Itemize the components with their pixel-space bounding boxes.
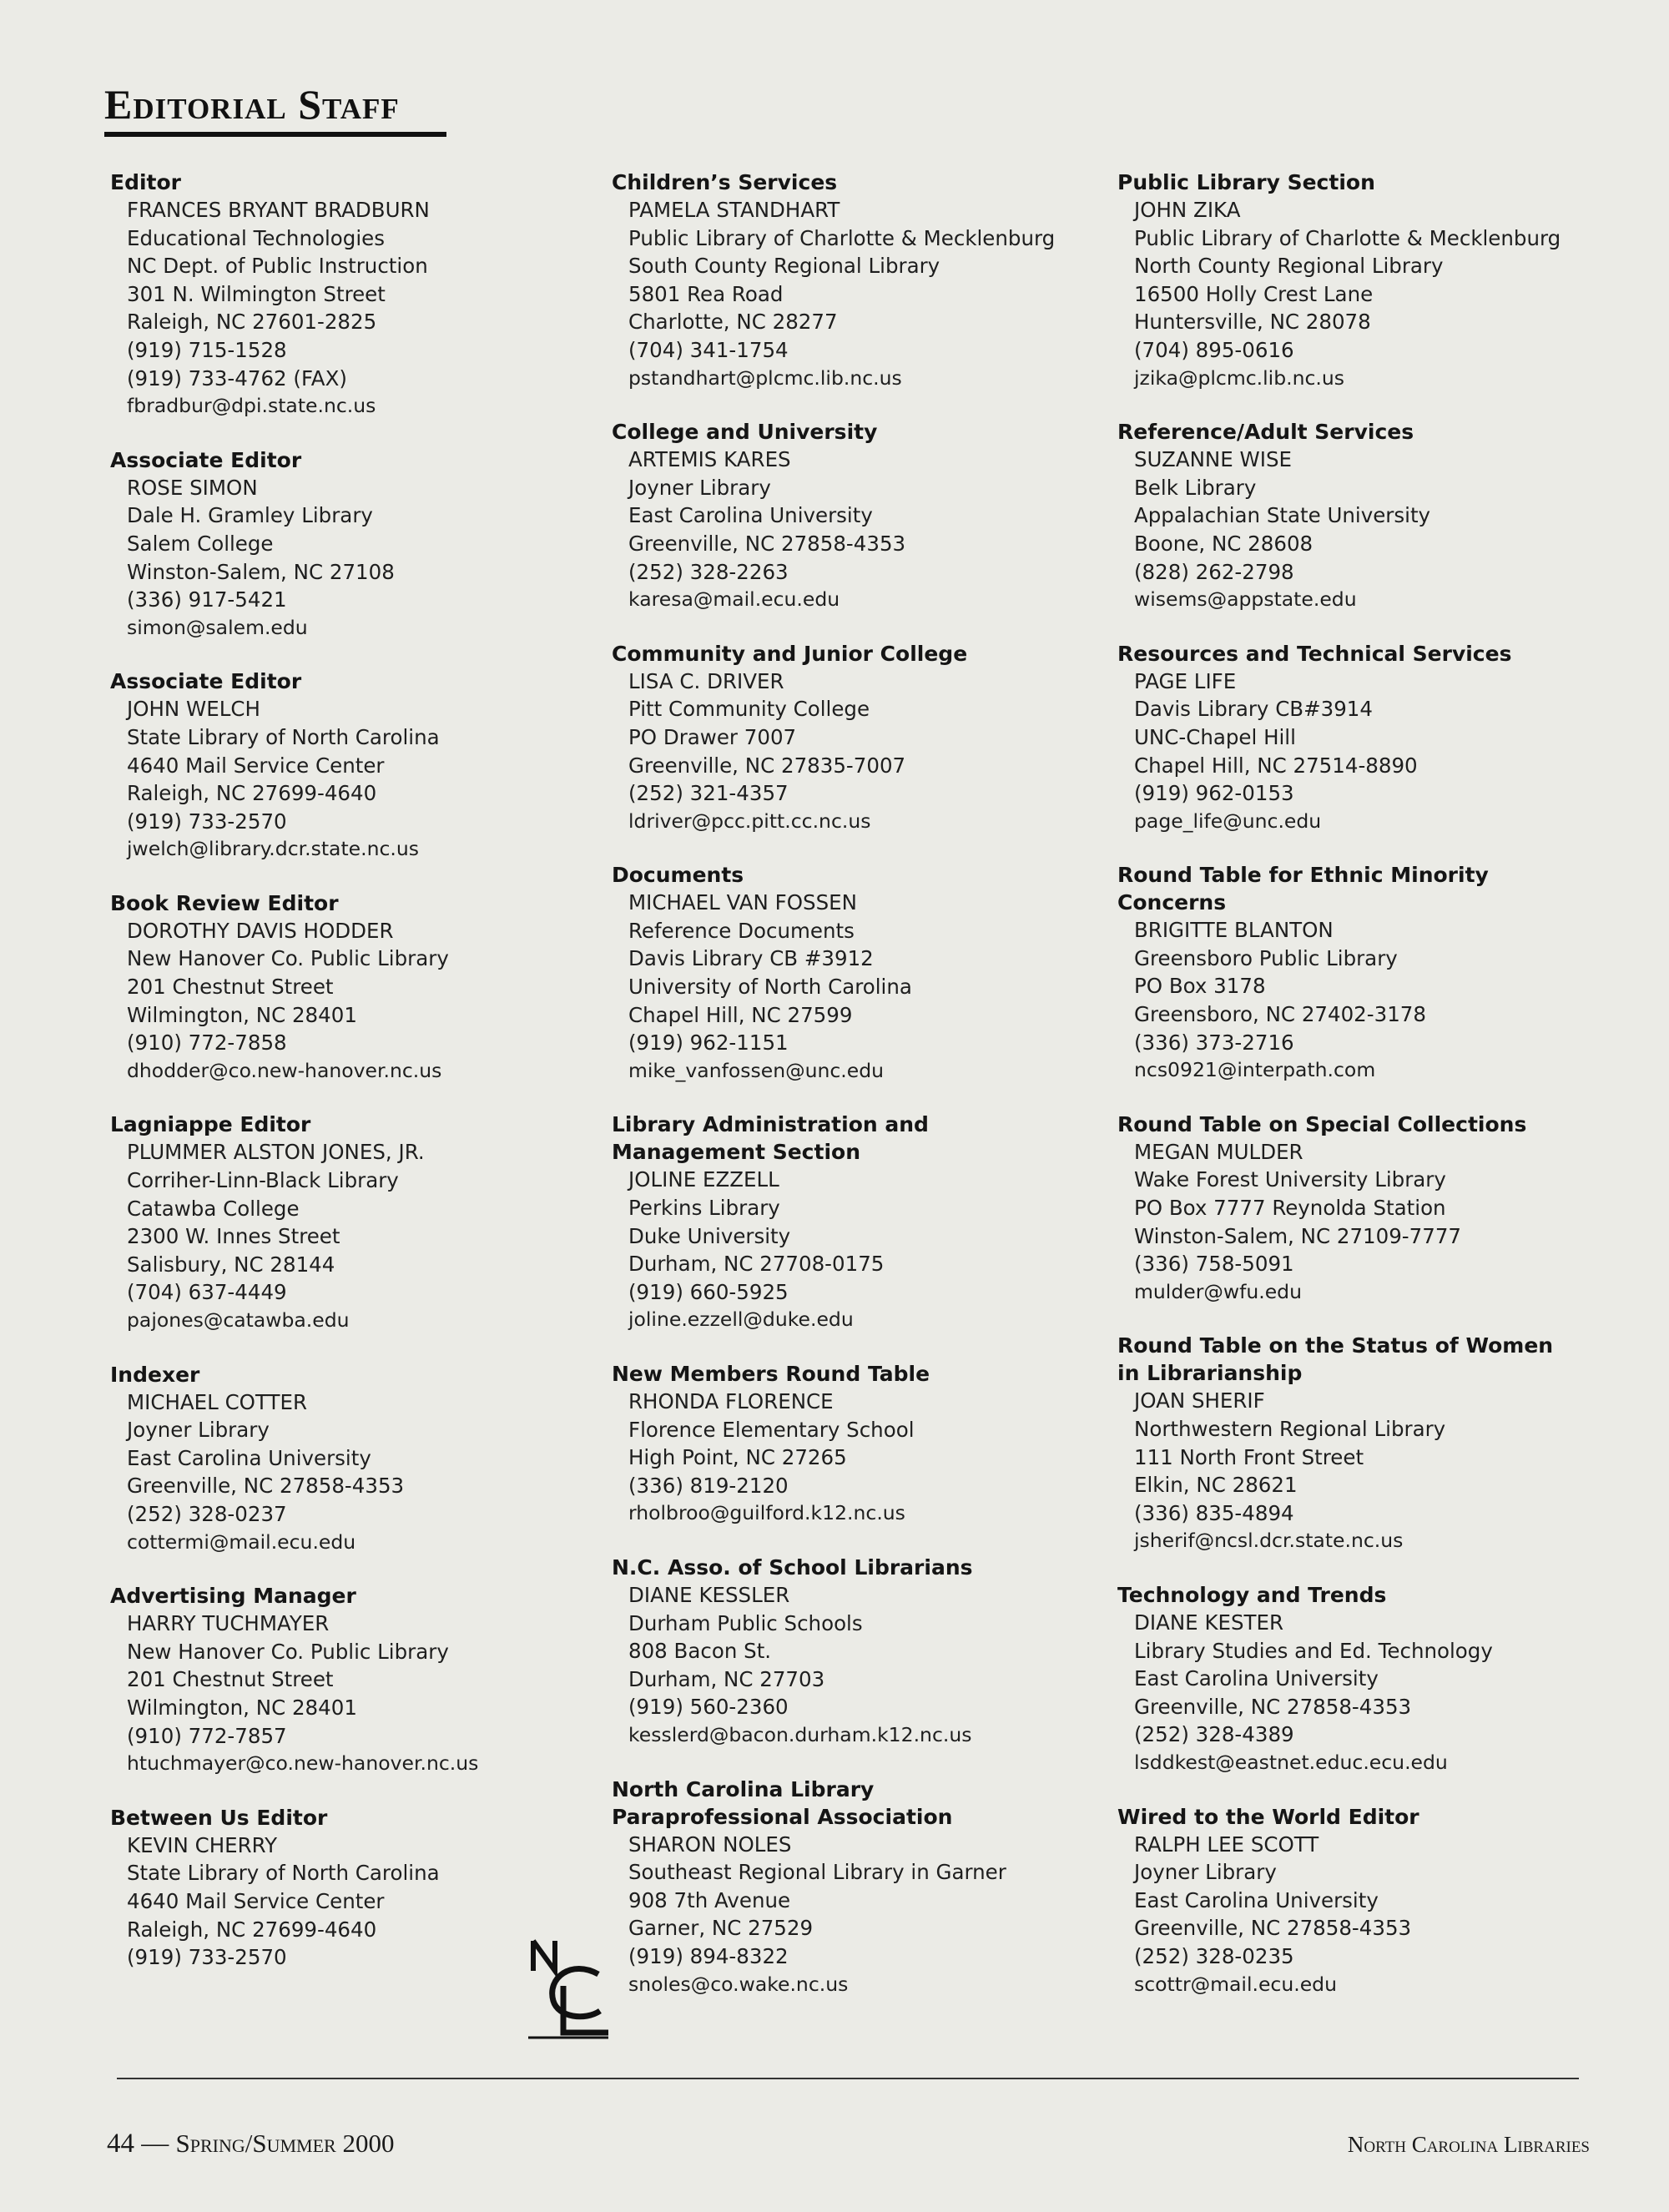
address-line: Florence Elementary School: [628, 1417, 915, 1442]
address-line: Library Studies and Ed. Technology: [1134, 1638, 1493, 1663]
email-address: mulder@wfu.edu: [1134, 1279, 1302, 1303]
staff-entry: [1117, 1111, 1585, 1307]
address-line: PO Drawer 7007: [628, 724, 797, 749]
staff-entry: [612, 418, 1079, 614]
phone-number: (910) 772-7857: [127, 1723, 287, 1748]
address-line: Huntersville, NC 28078: [1134, 310, 1371, 335]
address-line: Raleigh, NC 27699-4640: [127, 1917, 377, 1942]
address-line: Winston-Salem, NC 27108: [127, 559, 395, 584]
email-address: fbradbur@dpi.state.nc.us: [127, 394, 376, 418]
section-heading: Technology and Trends: [1117, 1582, 1387, 1607]
section-heading: N.C. Asso. of School Librarians: [612, 1554, 973, 1580]
staff-name: JOHN ZIKA: [1134, 198, 1241, 222]
phone-number: (828) 262-2798: [1134, 559, 1294, 584]
address-line: Educational Technologies: [127, 225, 385, 250]
address-line: NC Dept. of Public Instruction: [127, 254, 428, 279]
email-address: karesa@mail.ecu.edu: [628, 587, 840, 612]
issue-label: Spring/Summer 2000: [175, 2129, 395, 2158]
section-heading: Indexer: [110, 1362, 200, 1387]
email-address: snoles@co.wake.nc.us: [628, 1972, 849, 1996]
phone-number: (910) 772-7858: [127, 1030, 287, 1056]
staff-name: DOROTHY DAVIS HODDER: [127, 918, 394, 943]
page-title: Editorial Staff: [104, 81, 400, 128]
email-address: joline.ezzell@duke.edu: [628, 1308, 854, 1332]
address-line: Wilmington, NC 28401: [127, 1695, 357, 1720]
address-line: Wake Forest University Library: [1134, 1167, 1446, 1192]
phone-number: (336) 373-2716: [1134, 1030, 1294, 1055]
address-line: Durham Public Schools: [628, 1610, 863, 1635]
address-line: Greensboro, NC 27402-3178: [1134, 1002, 1426, 1027]
section-heading: Associate Editor: [110, 669, 302, 694]
address-line: Durham, NC 27708-0175: [628, 1252, 885, 1277]
staff-entry: [1117, 1332, 1585, 1555]
address-line: 908 7th Avenue: [628, 1887, 791, 1912]
address-line: East Carolina University: [127, 1445, 371, 1470]
footer-rule: [117, 2078, 1579, 2079]
address-line: New Hanover Co. Public Library: [127, 1639, 449, 1664]
section-heading: Public Library Section: [1117, 170, 1375, 194]
staff-entry: [1117, 418, 1585, 614]
footer-page-info: [107, 2129, 394, 2159]
footer-separator: —: [141, 2129, 169, 2159]
staff-name: MICHAEL COTTER: [127, 1389, 307, 1414]
phone-number: (336) 758-5091: [1134, 1252, 1294, 1277]
address-line: Garner, NC 27529: [628, 1916, 814, 1941]
email-address: pajones@catawba.edu: [127, 1308, 350, 1332]
section-heading: New Members Round Table: [612, 1362, 930, 1386]
phone-number: (252) 321-4357: [628, 781, 789, 806]
title-underline: [104, 132, 446, 137]
staff-name: KEVIN CHERRY: [127, 1832, 278, 1857]
staff-column-2: [612, 169, 1079, 2024]
section-heading: Children’s Services: [612, 170, 838, 194]
journal-name: North Carolina Libraries: [1347, 2132, 1590, 2157]
address-line: Duke University: [628, 1223, 791, 1248]
address-line: 4640 Mail Service Center: [127, 1888, 385, 1913]
address-line: 111 North Front Street: [1134, 1444, 1364, 1469]
address-line: Davis Library CB #3912: [628, 946, 874, 971]
staff-name: SHARON NOLES: [628, 1832, 792, 1857]
address-line: Greensboro Public Library: [1134, 945, 1398, 970]
address-line: 16500 Holly Crest Lane: [1134, 281, 1374, 306]
staff-entry: [612, 1776, 1079, 1999]
staff-column-1: [110, 169, 577, 1998]
phone-number: (919) 733-2570: [127, 1945, 287, 1970]
staff-entry: [110, 1582, 577, 1778]
phone-number: (919) 715-1528: [127, 337, 287, 362]
address-line: High Point, NC 27265: [628, 1445, 847, 1470]
address-line: Corriher-Linn-Black Library: [127, 1168, 399, 1193]
address-line: Public Library of Charlotte & Mecklenburg: [1134, 225, 1561, 250]
phone-number: (919) 733-4762 (FAX): [127, 365, 347, 391]
email-address: jzika@plcmc.lib.nc.us: [1134, 365, 1345, 390]
phone-number: (919) 660-5925: [628, 1279, 789, 1304]
email-address: simon@salem.edu: [127, 615, 308, 639]
section-heading: Resources and Technical Services: [1117, 641, 1512, 666]
section-heading: College and University: [612, 420, 878, 445]
page-number: 44: [107, 2129, 134, 2159]
section-heading: Reference/Adult Services: [1117, 420, 1414, 445]
address-line: East Carolina University: [1134, 1887, 1379, 1912]
staff-name: JOHN WELCH: [127, 697, 260, 722]
address-line: Greenville, NC 27858-4353: [628, 531, 906, 556]
address-line: Salem College: [127, 531, 274, 556]
address-line: PO Box 3178: [1134, 974, 1266, 999]
address-line: Greenville, NC 27858-4353: [1134, 1694, 1412, 1719]
staff-name: DIANE KESTER: [1134, 1610, 1284, 1635]
phone-number: (704) 637-4449: [127, 1280, 287, 1305]
address-line: Greenville, NC 27858-4353: [1134, 1916, 1412, 1941]
phone-number: (704) 895-0616: [1134, 337, 1294, 362]
staff-name: ARTEMIS KARES: [628, 447, 791, 472]
staff-name: FRANCES BRYANT BRADBURN: [127, 198, 430, 222]
staff-name: JOAN SHERIF: [1134, 1388, 1265, 1413]
address-line: Raleigh, NC 27699-4640: [127, 781, 377, 806]
staff-entry: [110, 1111, 577, 1334]
email-address: mike_vanfossen@unc.edu: [628, 1058, 885, 1082]
staff-entry: [612, 640, 1079, 836]
address-line: Boone, NC 28608: [1134, 531, 1314, 556]
section-heading: Community and Junior College: [612, 641, 968, 666]
staff-name: PLUMMER ALSTON JONES, JR.: [127, 1140, 425, 1165]
section-heading: Wired to the World Editor: [1117, 1804, 1419, 1829]
address-line: Reference Documents: [628, 918, 855, 943]
staff-name: RHONDA FLORENCE: [628, 1389, 834, 1413]
staff-entry: [110, 668, 577, 864]
address-line: Davis Library CB#3914: [1134, 697, 1373, 722]
phone-number: (704) 341-1754: [628, 337, 789, 362]
staff-name: ROSE SIMON: [127, 475, 258, 500]
section-heading: North Carolina Library Paraprofessional Association: [612, 1776, 953, 1829]
staff-entry: [110, 169, 577, 421]
address-line: Wilmington, NC 28401: [127, 1002, 357, 1027]
address-line: Greenville, NC 27835-7007: [628, 753, 906, 778]
staff-entry: [612, 1111, 1079, 1334]
address-line: New Hanover Co. Public Library: [127, 946, 449, 971]
address-line: Charlotte, NC 28277: [628, 310, 838, 335]
staff-entry: [1117, 861, 1585, 1085]
address-line: UNC-Chapel Hill: [1134, 724, 1296, 749]
address-line: East Carolina University: [628, 503, 873, 528]
section-heading: Round Table for Ethnic Minority Concerns: [1117, 863, 1489, 915]
address-line: Southeast Regional Library in Garner: [628, 1860, 1006, 1885]
staff-name: SUZANNE WISE: [1134, 447, 1293, 472]
section-heading: Editor: [110, 170, 181, 194]
address-line: State Library of North Carolina: [127, 724, 440, 749]
staff-entry: [110, 446, 577, 642]
phone-number: (252) 328-2263: [628, 559, 789, 584]
address-line: 4640 Mail Service Center: [127, 753, 385, 778]
address-line: East Carolina University: [1134, 1666, 1379, 1691]
address-line: South County Regional Library: [628, 254, 940, 279]
staff-entry: [612, 861, 1079, 1085]
email-address: pstandhart@plcmc.lib.nc.us: [628, 365, 902, 390]
address-line: Northwestern Regional Library: [1134, 1417, 1446, 1441]
address-line: Durham, NC 27703: [628, 1666, 825, 1691]
address-line: Belk Library: [1134, 475, 1257, 500]
email-address: wisems@appstate.edu: [1134, 587, 1357, 612]
address-line: University of North Carolina: [628, 975, 912, 1000]
staff-column-3: [1117, 169, 1585, 2024]
staff-entry: [110, 889, 577, 1086]
email-address: cottermi@mail.ecu.edu: [127, 1529, 356, 1554]
staff-name: JOLINE EZZELL: [628, 1167, 779, 1192]
staff-entry: [110, 1804, 577, 1972]
address-line: Catawba College: [127, 1196, 300, 1221]
phone-number: (336) 917-5421: [127, 587, 287, 612]
address-line: PO Box 7777 Reynolda Station: [1134, 1196, 1446, 1221]
ncl-monogram-icon: [522, 1934, 613, 2043]
address-line: Joyner Library: [628, 475, 771, 500]
email-address: scottr@mail.ecu.edu: [1134, 1972, 1337, 1996]
staff-entry: [110, 1361, 577, 1557]
staff-entry: [1117, 1803, 1585, 1999]
address-line: Winston-Salem, NC 27109-7777: [1134, 1223, 1461, 1248]
section-heading: Library Administration and Management Section: [612, 1112, 929, 1165]
section-heading: Book Review Editor: [110, 890, 339, 915]
address-line: Public Library of Charlotte & Mecklenburg: [628, 225, 1056, 250]
address-line: Salisbury, NC 28144: [127, 1252, 335, 1277]
phone-number: (919) 962-0153: [1134, 781, 1294, 806]
section-heading: Documents: [612, 863, 744, 888]
staff-entry: [612, 1360, 1079, 1528]
email-address: jwelch@library.dcr.state.nc.us: [127, 837, 420, 861]
email-address: ncs0921@interpath.com: [1134, 1058, 1376, 1082]
address-line: Dale H. Gramley Library: [127, 503, 373, 528]
section-heading: Associate Editor: [110, 447, 302, 472]
address-line: North County Regional Library: [1134, 254, 1444, 279]
staff-name: MEGAN MULDER: [1134, 1139, 1303, 1164]
section-heading: Round Table on the Status of Women in Librarianship: [1117, 1333, 1554, 1386]
phone-number: (336) 819-2120: [628, 1473, 789, 1498]
email-address: dhodder@co.new-hanover.nc.us: [127, 1058, 442, 1082]
staff-name: HARRY TUCHMAYER: [127, 1611, 330, 1636]
address-line: 5801 Rea Road: [628, 281, 784, 306]
address-line: Chapel Hill, NC 27514-8890: [1134, 753, 1418, 778]
email-address: htuchmayer@co.new-hanover.nc.us: [127, 1751, 479, 1776]
staff-name: LISA C. DRIVER: [628, 668, 784, 693]
email-address: ldriver@pcc.pitt.cc.nc.us: [628, 809, 871, 833]
email-address: jsherif@ncsl.dcr.state.nc.us: [1134, 1529, 1404, 1553]
section-heading: Advertising Manager: [110, 1584, 356, 1609]
address-line: Joyner Library: [1134, 1860, 1277, 1885]
staff-name: DIANE KESSLER: [628, 1582, 790, 1607]
section-heading: Lagniappe Editor: [110, 1112, 311, 1137]
staff-entry: [1117, 1581, 1585, 1777]
address-line: Perkins Library: [628, 1196, 780, 1221]
address-line: Greenville, NC 27858-4353: [127, 1474, 405, 1499]
phone-number: (252) 328-0235: [1134, 1943, 1294, 1968]
address-line: 201 Chestnut Street: [127, 1667, 334, 1692]
address-line: Appalachian State University: [1134, 503, 1431, 528]
address-line: Raleigh, NC 27601-2825: [127, 310, 377, 335]
staff-entry: [612, 1554, 1079, 1750]
staff-name: PAMELA STANDHART: [628, 198, 840, 222]
section-heading: Between Us Editor: [110, 1805, 328, 1830]
address-line: 808 Bacon St.: [628, 1639, 772, 1664]
email-address: lsddkest@eastnet.educ.ecu.edu: [1134, 1750, 1448, 1774]
staff-name: PAGE LIFE: [1134, 668, 1237, 693]
address-line: Chapel Hill, NC 27599: [628, 1002, 853, 1027]
address-line: Pitt Community College: [628, 697, 870, 722]
staff-name: RALPH LEE SCOTT: [1134, 1832, 1319, 1857]
email-address: rholbroo@guilford.k12.nc.us: [628, 1501, 905, 1525]
address-line: 201 Chestnut Street: [127, 975, 334, 1000]
email-address: kesslerd@bacon.durham.k12.nc.us: [628, 1722, 972, 1746]
phone-number: (252) 328-0237: [127, 1501, 287, 1526]
address-line: Joyner Library: [127, 1418, 270, 1443]
phone-number: (336) 835-4894: [1134, 1500, 1294, 1525]
staff-entry: [1117, 640, 1585, 836]
section-heading: Round Table on Special Collections: [1117, 1111, 1527, 1136]
staff-name: MICHAEL VAN FOSSEN: [628, 890, 857, 915]
email-address: page_life@unc.edu: [1134, 809, 1322, 833]
address-line: 301 N. Wilmington Street: [127, 281, 386, 306]
phone-number: (919) 962-1151: [628, 1030, 789, 1056]
phone-number: (919) 894-8322: [628, 1943, 789, 1968]
phone-number: (919) 560-2360: [628, 1695, 789, 1720]
address-line: State Library of North Carolina: [127, 1861, 440, 1886]
phone-number: (252) 328-4389: [1134, 1722, 1294, 1747]
address-line: Elkin, NC 28621: [1134, 1473, 1298, 1498]
phone-number: (919) 733-2570: [127, 809, 287, 834]
address-line: 2300 W. Innes Street: [127, 1224, 340, 1249]
staff-entry: [1117, 169, 1585, 392]
staff-entry: [612, 169, 1079, 392]
staff-name: BRIGITTE BLANTON: [1134, 918, 1334, 943]
